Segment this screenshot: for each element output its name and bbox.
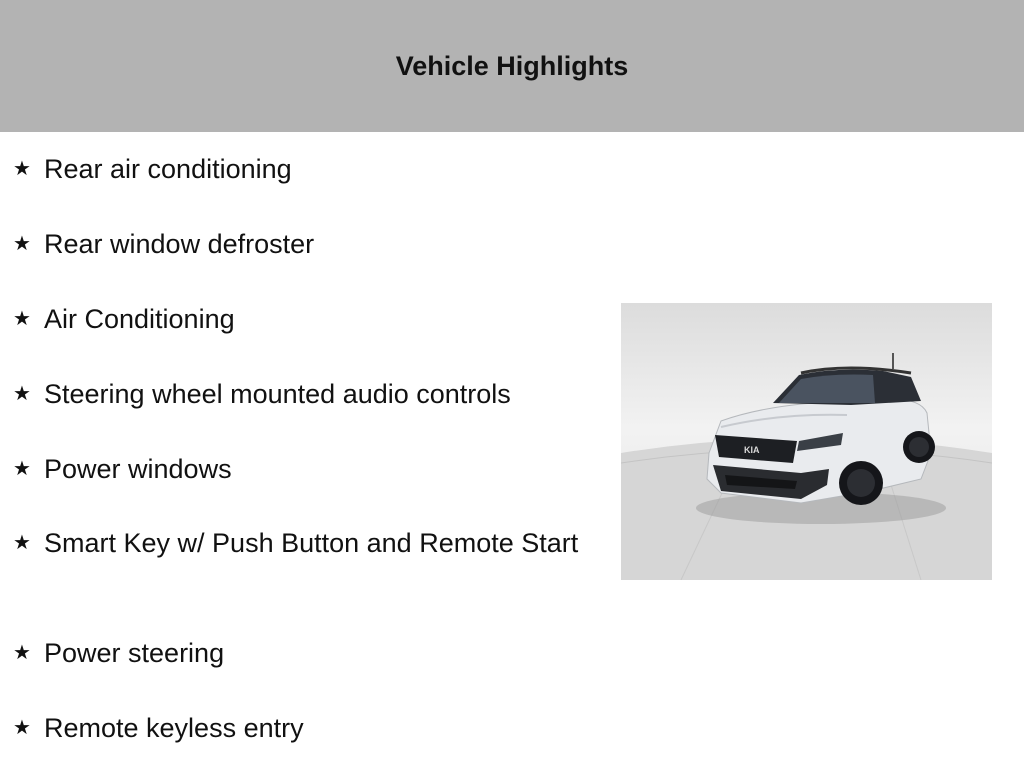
feature-label: Smart Key w/ Push Button and Remote Start <box>44 528 579 558</box>
list-item <box>0 526 600 560</box>
feature-label: Air Conditioning <box>44 304 235 334</box>
list-item <box>0 227 600 261</box>
list-item <box>0 302 600 336</box>
list-item <box>0 152 600 186</box>
feature-label: Power windows <box>44 454 232 484</box>
star-icon: ★ <box>13 717 31 739</box>
feature-label: Remote keyless entry <box>44 713 304 743</box>
star-icon: ★ <box>13 383 31 405</box>
star-icon: ★ <box>13 308 31 330</box>
kia-logo: KIA <box>744 445 760 455</box>
star-icon: ★ <box>13 642 31 664</box>
star-icon: ★ <box>13 458 31 480</box>
feature-label: Rear air conditioning <box>44 154 292 184</box>
feature-label: Rear window defroster <box>44 229 315 259</box>
list-item <box>0 711 600 745</box>
star-icon: ★ <box>13 532 31 554</box>
list-item <box>0 452 600 486</box>
car-illustration <box>621 303 992 580</box>
list-item <box>0 377 600 411</box>
list-item <box>0 636 600 670</box>
page-title: Vehicle Highlights <box>395 50 629 81</box>
feature-label: Power steering <box>44 638 225 668</box>
feature-label: Steering wheel mounted audio controls <box>44 379 511 409</box>
star-icon: ★ <box>13 233 31 255</box>
car-photo <box>621 303 992 580</box>
star-icon: ★ <box>13 158 31 180</box>
header-bar <box>0 0 1024 132</box>
